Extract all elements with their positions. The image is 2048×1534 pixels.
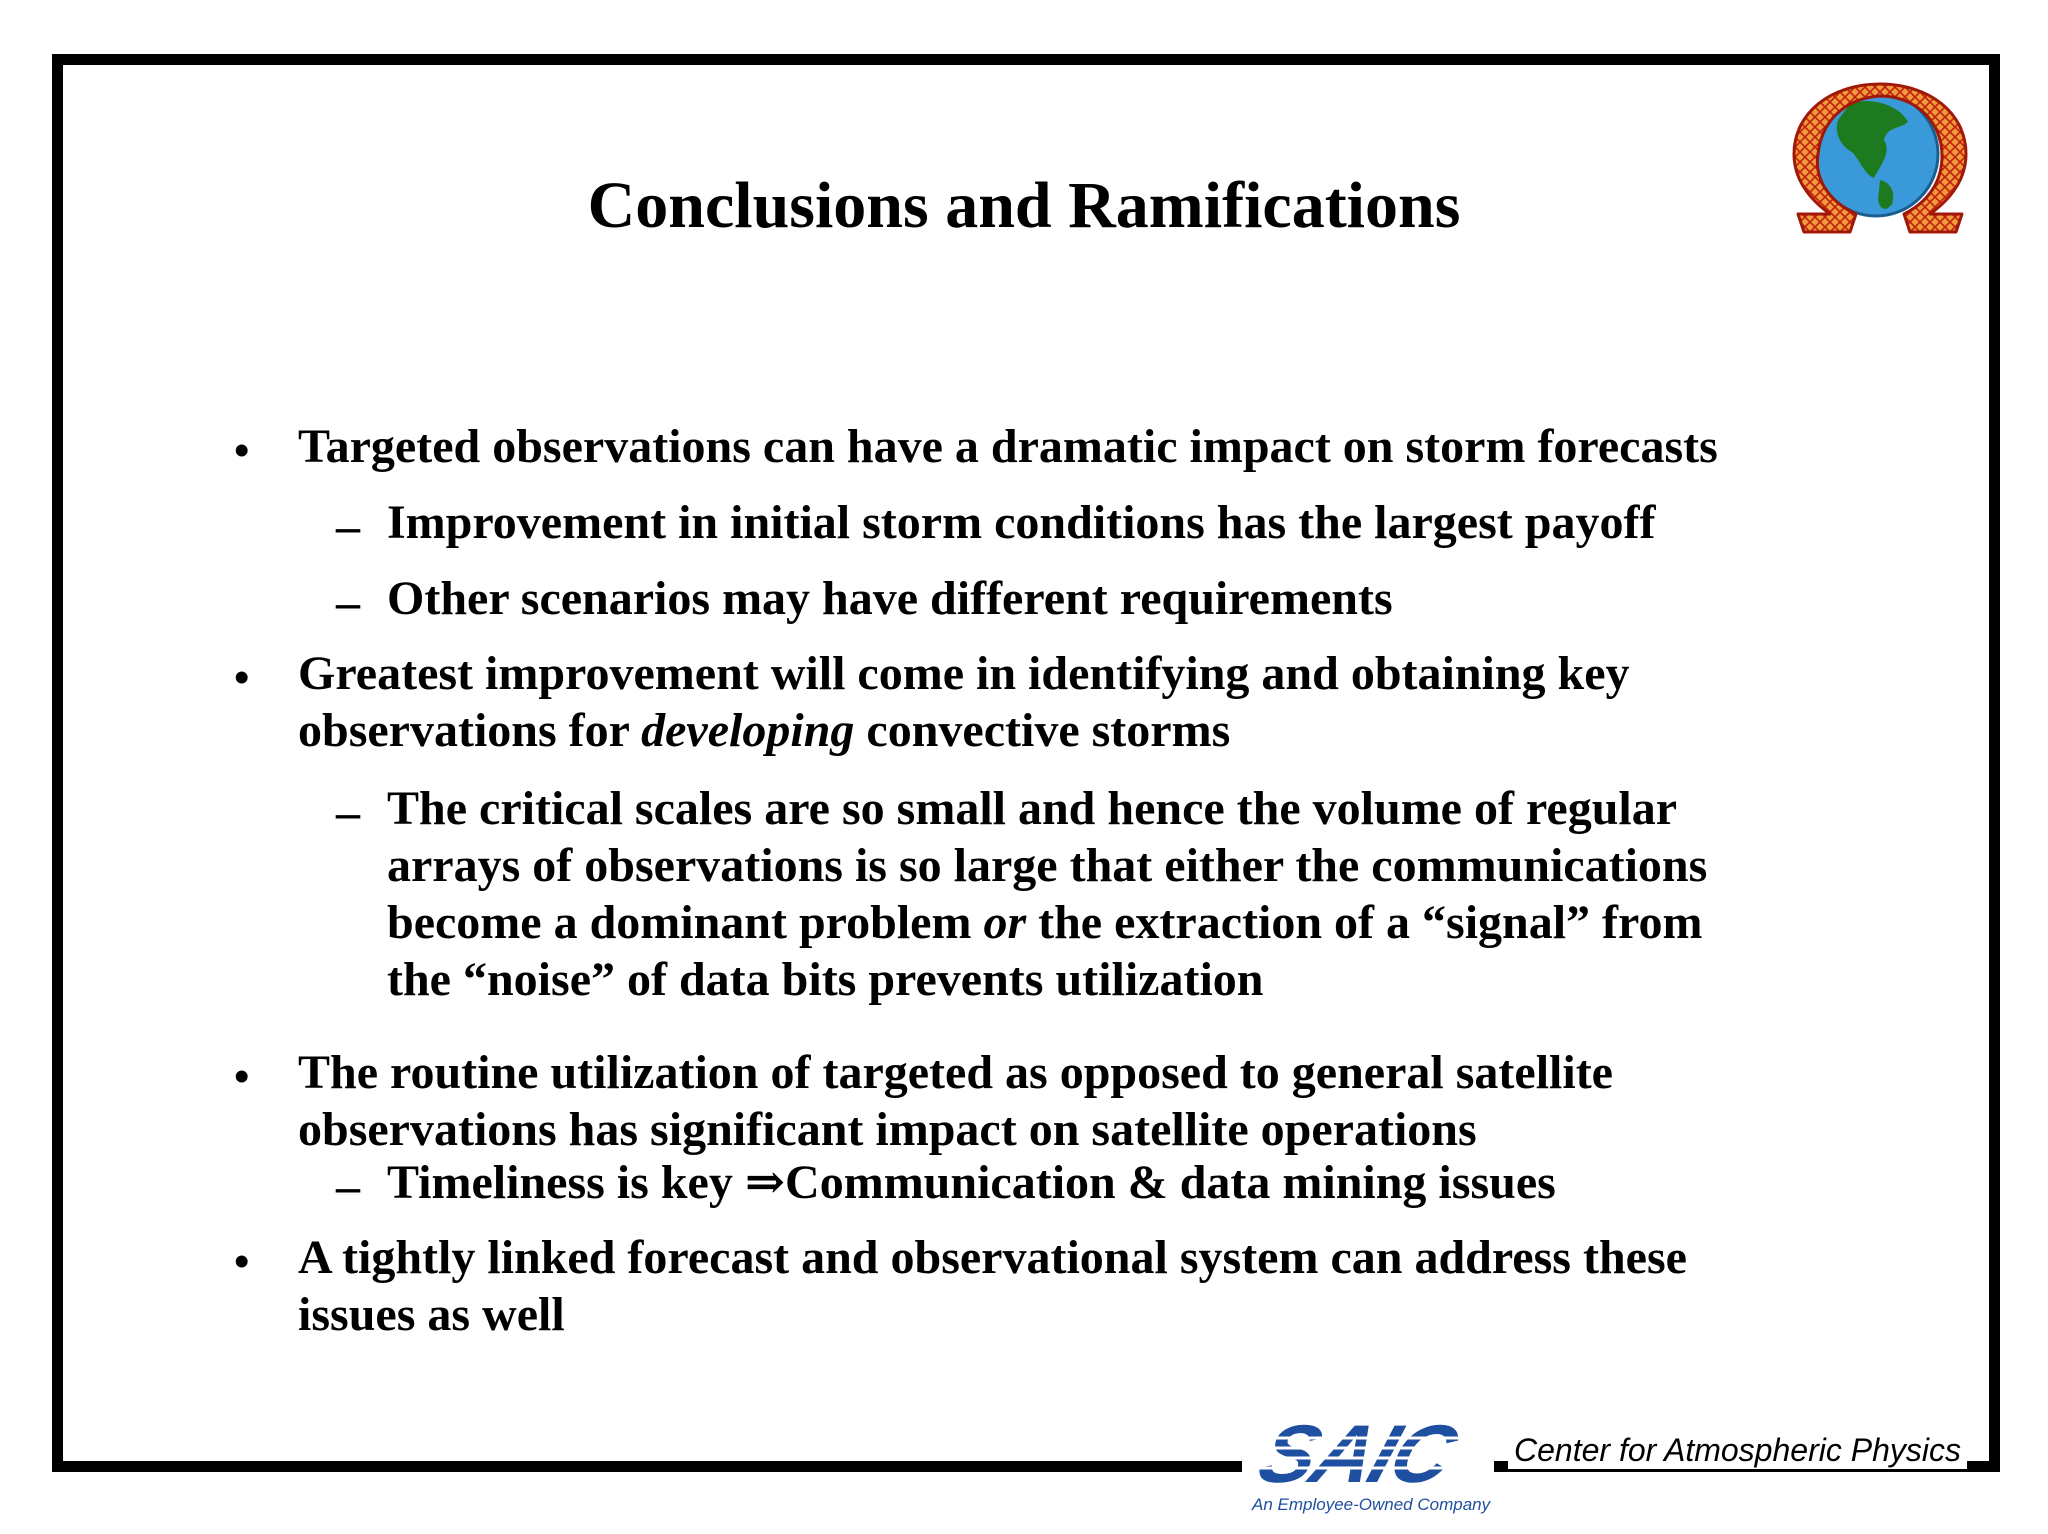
bullet-line: Targeted observations can have a dramatic impact on storm forecasts: [298, 420, 1718, 473]
sub-bullet-line: Timeliness is key ⇒Communication & data mining issues: [387, 1156, 1556, 1209]
sub-bullet-line: the “noise” of data bits prevents utilization: [387, 953, 1264, 1006]
bullet-line: The routine utilization of targeted as opposed to general satellite: [298, 1046, 1613, 1099]
saic-logo-icon: [1242, 1408, 1494, 1518]
bullet-line: observations has significant impact on satellite operations: [298, 1103, 1477, 1156]
bullet-icon: •: [234, 1237, 250, 1286]
bullet-line: Greatest improvement will come in identifying and obtaining key: [298, 647, 1630, 700]
dash-icon: –: [336, 786, 360, 839]
bullet-line: observations for developing convective storms: [298, 704, 1231, 757]
sub-bullet-line: Improvement in initial storm conditions has the largest payoff: [387, 496, 1656, 549]
dash-icon: –: [336, 500, 360, 553]
sub-bullet-line: The critical scales are so small and hence the volume of regular: [387, 782, 1678, 835]
footer-text: Center for Atmospheric Physics: [1508, 1432, 1967, 1469]
bullet-icon: •: [234, 1052, 250, 1101]
dash-icon: –: [336, 576, 360, 629]
sub-bullet-line: Other scenarios may have different requirements: [387, 572, 1393, 625]
sub-bullet-line: become a dominant problem or the extraction of a “signal” from: [387, 896, 1703, 949]
bullet-line: issues as well: [298, 1288, 565, 1341]
bullet-icon: •: [234, 426, 250, 475]
dash-icon: –: [336, 1160, 360, 1213]
svg-text:SAIC: SAIC: [1248, 1408, 1466, 1500]
sub-bullet-line: arrays of observations is so large that either the communications: [387, 839, 1708, 892]
bullet-icon: •: [234, 653, 250, 702]
svg-text:An Employee-Owned Company: An Employee-Owned Company: [1252, 1495, 1491, 1514]
bullet-line: A tightly linked forecast and observational system can address these: [298, 1231, 1687, 1284]
slide-title: Conclusions and Ramifications: [587, 169, 1461, 242]
